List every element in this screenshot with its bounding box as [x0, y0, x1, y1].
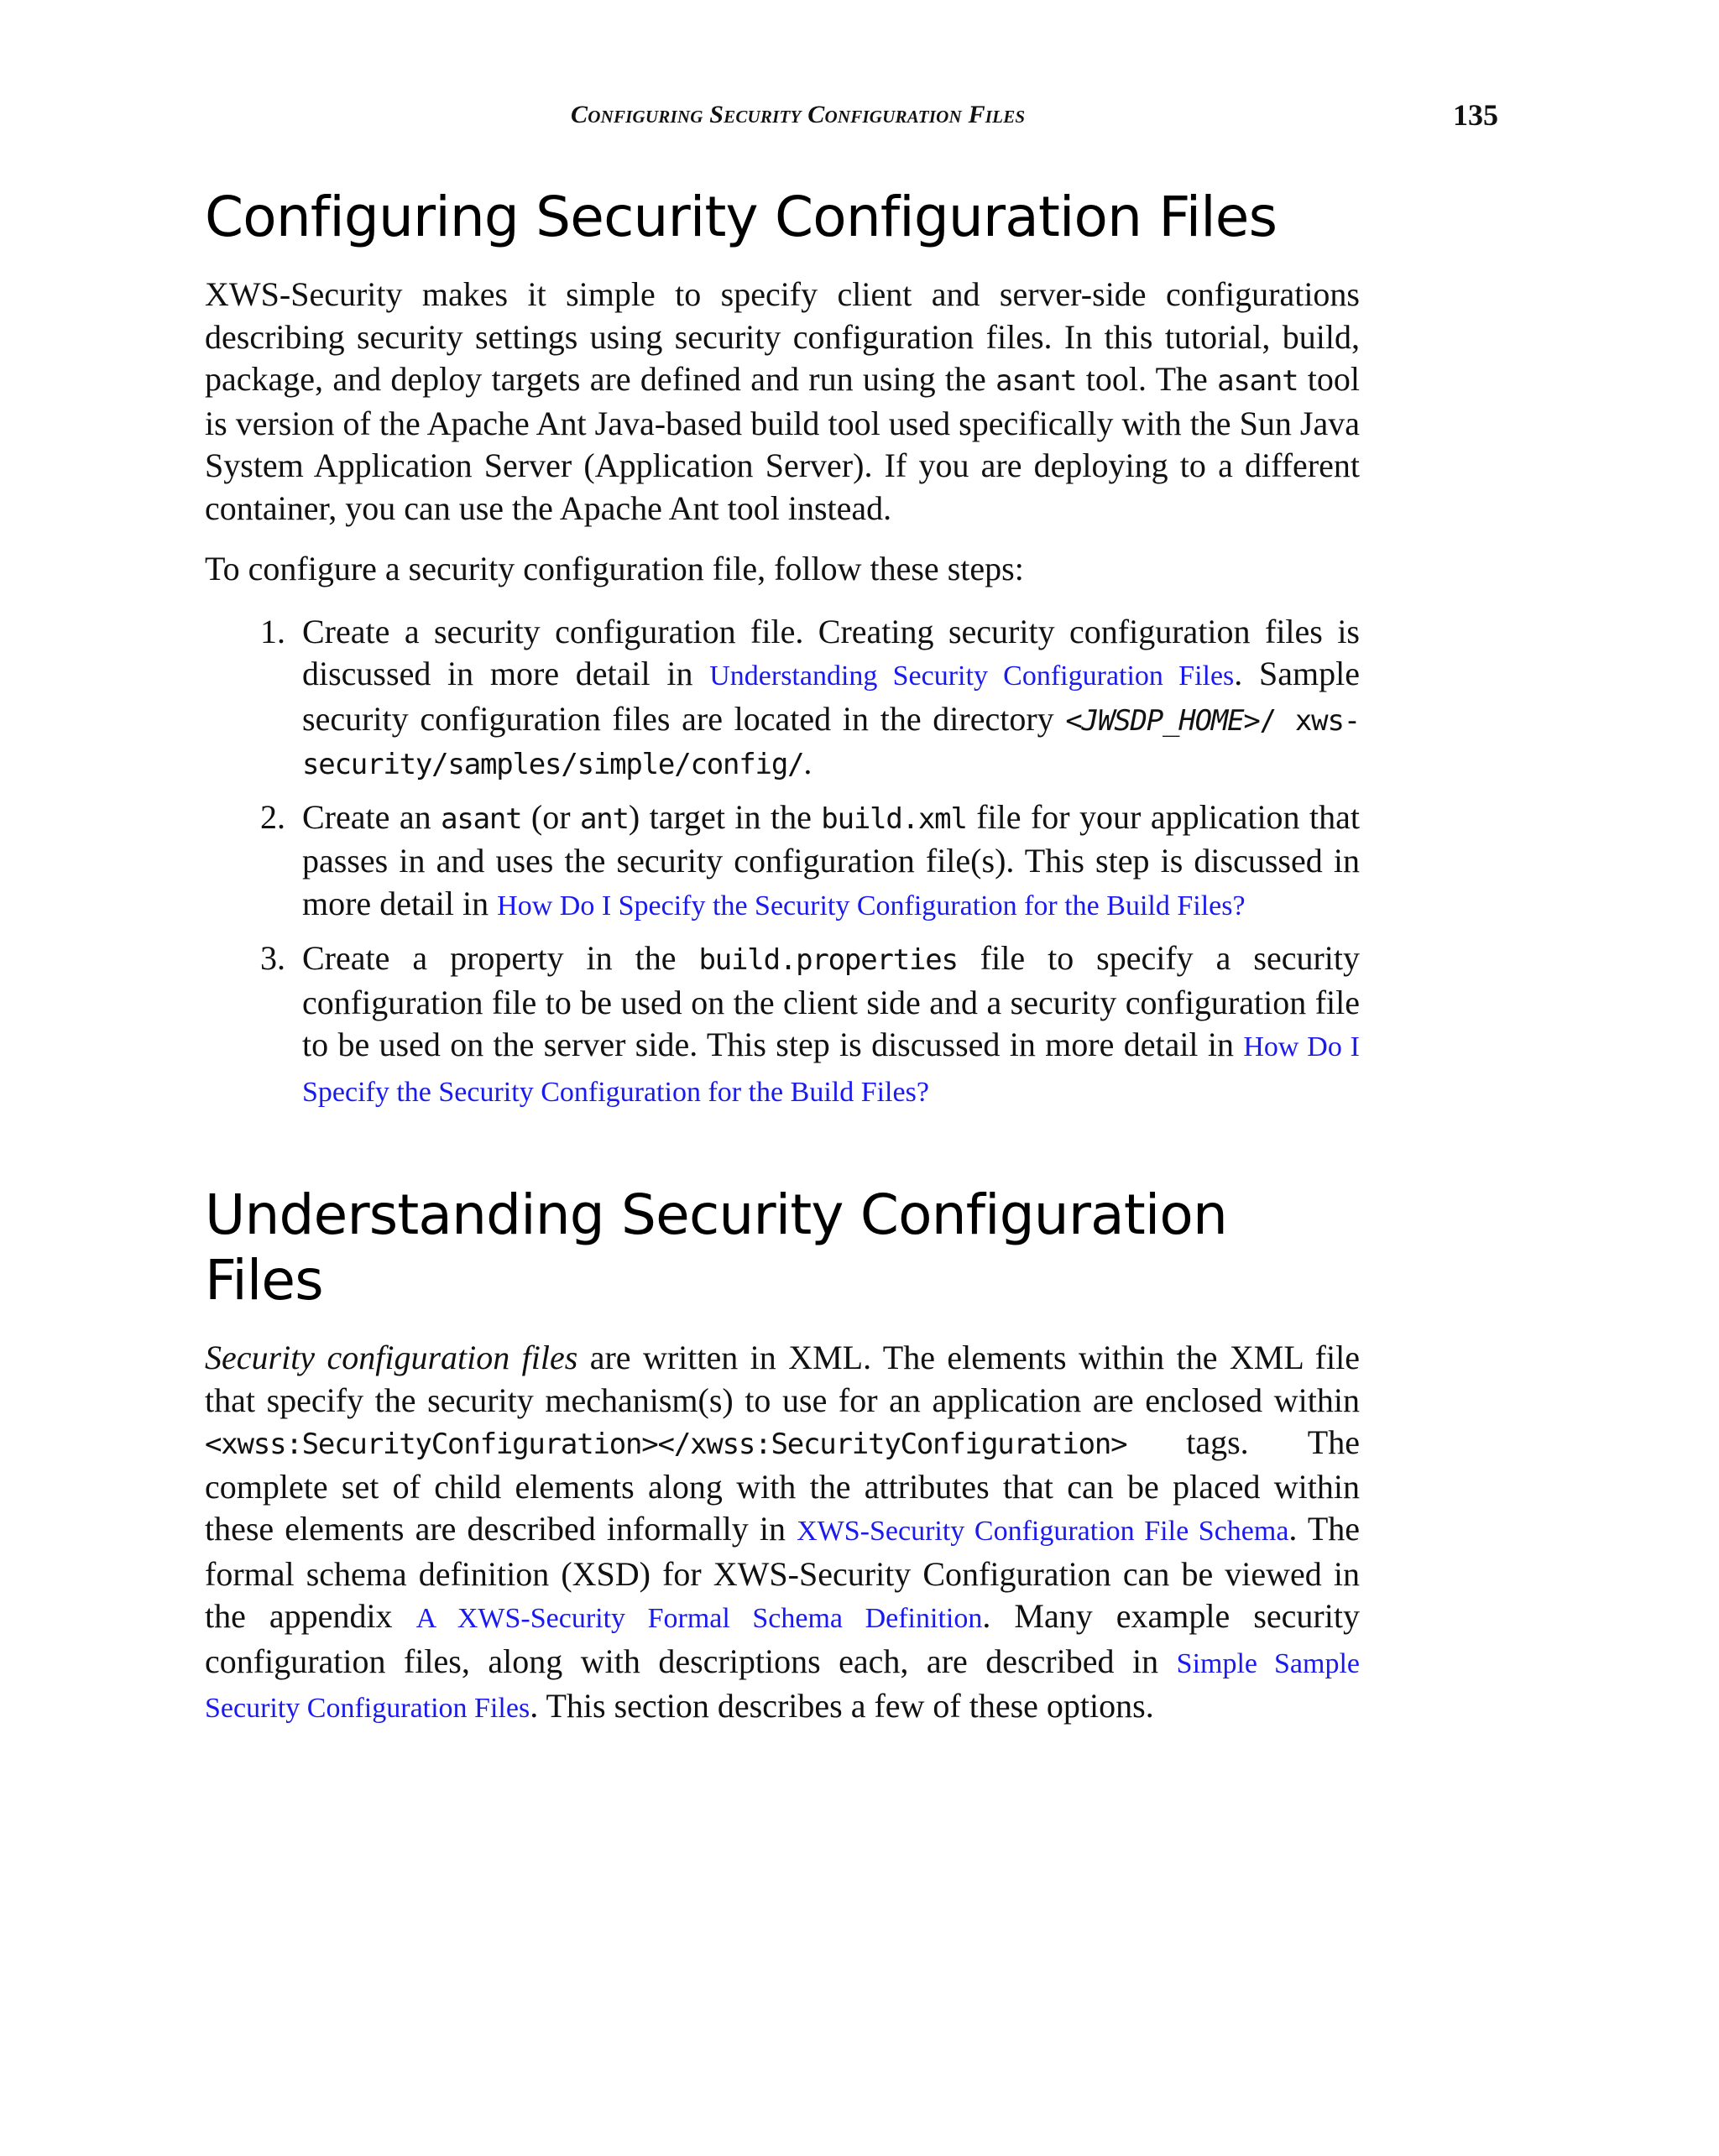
code-build-xml: build.xml: [821, 801, 967, 836]
code-security-configuration-tags: <xwss:SecurityConfiguration></xwss:SecurityConfiguration>: [205, 1428, 1127, 1461]
code-asant-2: asant: [1217, 364, 1298, 398]
code-asant-1: asant: [995, 364, 1077, 398]
steps-list: [205, 611, 1360, 1115]
link-understanding-security-configuration-files[interactable]: Understanding Security Configuration Files: [709, 660, 1235, 692]
link-specify-security-configuration-build-files[interactable]: How Do I Specify the Security Configuration for the Build Files?: [302, 1031, 1360, 1108]
step-number: 2.: [260, 797, 285, 836]
step-text-part: .: [803, 744, 812, 781]
steps-intro: To configure a security configuration file, follow these steps:: [205, 550, 1024, 587]
page-content: [205, 185, 1360, 1731]
link-simple-sample-configuration-files[interactable]: Simple Sample Security Configuration Files: [205, 1647, 1361, 1724]
step-number: 3.: [260, 939, 285, 977]
code-asant: asant: [441, 801, 522, 836]
step-text-part: Create a property in the: [302, 939, 699, 977]
emphasis-security-configuration-files: Security configuration files: [205, 1339, 578, 1376]
code-config-path: / xws-security/samples/simple/config/: [302, 703, 1360, 781]
para-text-part: tags. The complete set of child elements along with the attributes that can be placed within these elements are described informally in: [205, 1423, 1360, 1548]
step-text-part: Create a security configuration file. Creating security configuration files is discussed in more detail in: [302, 612, 1360, 692]
step-number: 1.: [260, 612, 285, 650]
step-text-part: ) target in the: [628, 797, 822, 836]
link-specify-security-configuration-build-files[interactable]: How Do I Specify the Security Configuration for the Build Files?: [497, 890, 1246, 921]
page-number: 135: [1453, 98, 1498, 132]
step-text-part: file for your application that passes in and uses the security configuration file(s). This step is discussed in more detail in: [302, 797, 1360, 922]
step-text: [302, 937, 1360, 1114]
code-build-properties: build.properties: [698, 943, 958, 977]
intro-text-1: XWS-Security makes it simple to specify client and server-side configurations describing security settings using security configuration files. In this tutorial, build, package, and deploy targets are defined and run using the: [205, 275, 1360, 398]
step-text: [302, 796, 1360, 928]
running-title: Configuring Security Configuration Files: [571, 101, 1026, 128]
understanding-paragraph: [205, 1337, 1360, 1731]
intro-text-3: tool is version of the Apache Ant Java-based build tool used specifically with the Sun Java System Application Server (Application Server). If you are deploying to a different container, you can use the Apache Ant tool instead.: [205, 360, 1360, 527]
step-text: [302, 611, 1360, 786]
step-text-part: file to specify a security configuration file to be used on the client side and a security configuration file to be used on the server side. This step is discussed in more detail in: [302, 939, 1361, 1063]
link-configuration-file-schema[interactable]: XWS-Security Configuration File Schema: [797, 1516, 1289, 1547]
section-heading-configuring: Configuring Security Configuration Files: [205, 185, 1277, 249]
para-text-part: are written in XML. The elements within the XML file that specify the security mechanism(s) to use for an application are enclosed within: [205, 1339, 1360, 1419]
running-header: [571, 98, 1498, 151]
link-formal-schema-definition[interactable]: A XWS-Security Formal Schema Definition: [415, 1603, 983, 1634]
para-text-part: . Many example security configuration files, along with descriptions each, are described in: [205, 1597, 1360, 1680]
step-item-1: [205, 611, 1360, 786]
code-ant: ant: [580, 801, 629, 836]
intro-paragraph: [205, 274, 1360, 530]
step-text-part: Create an: [302, 797, 442, 836]
intro-text-2: tool. The: [1076, 360, 1218, 398]
step-text-part: . Sample security configuration files are located in the directory: [302, 655, 1360, 738]
section-heading-understanding: Understanding Security Configuration Files: [205, 1182, 1228, 1313]
para-text-part: . This section describes a few of these options.: [530, 1687, 1154, 1725]
code-jwsdp-home: <JWSDP_HOME>: [1065, 703, 1260, 738]
step-item-2: [205, 796, 1360, 928]
step-text-part: (or: [521, 797, 580, 836]
step-item-3: [205, 937, 1360, 1114]
para-text-part: . The formal schema definition (XSD) for XWS-Security Configuration can be viewed in the appendix: [205, 1510, 1361, 1635]
